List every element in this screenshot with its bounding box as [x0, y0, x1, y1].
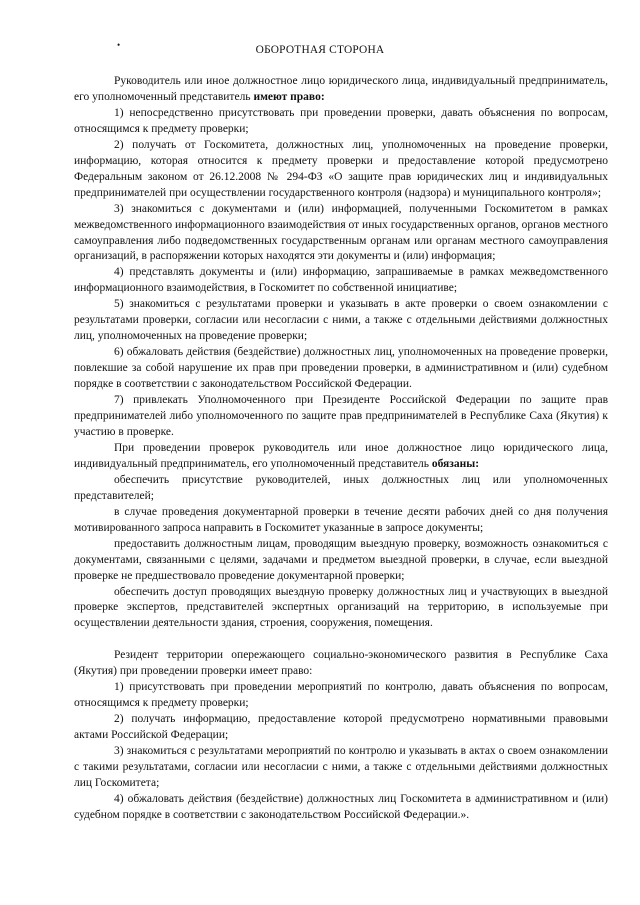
section1-item-6: 6) обжаловать действия (бездействие) должностных лиц, уполномоченных на проведение проверки, повлекшие за собой нарушение их прав при проведении проверки, в административном и (или) судебном порядке в соответствии с законодательством Российской Федерации.	[74, 346, 608, 391]
section2-item-1: обеспечить присутствие руководителей, иных должностных лиц или уполномоченных представителей;	[74, 473, 608, 502]
section1-item-7: 7) привлекать Уполномоченного при Президенте Российской Федерации по защите прав предпринимателей либо уполномоченного по защите прав предпринимателей в Республике Саха (Якутия) к участию в проверке.	[74, 394, 608, 438]
section1-intro: Руководитель или иное должностное лицо юридического лица, индивидуальный предприниматель, его уполномоченный представитель имеют право:	[74, 75, 608, 103]
section2-intro: При проведении проверок руководитель или иное должностное лицо юридического лица, индивидуальный предприниматель, его уполномоченный представитель обязаны:	[74, 441, 608, 470]
section3-item-3: 3) знакомиться с результатами мероприятий по контролю и указывать в актах о своем ознакомлении с такими результатами, согласии или несогласии с ними, а также с отдельными действиями должностных лиц Госкомитета;	[74, 745, 608, 789]
section1-item-2: 2) получать от Госкомитета, должностных лиц, уполномоченных на проведение проверки, информацию, которая относится к предмету проверки и предоставление которой предусмотрено Федеральным законом от 26.12.2008 № 294-ФЗ «О защите прав юридических лиц и индивидуальных предпринимателей при осуществлении государственного контроля (надзора) и муниципального контроля»;	[74, 138, 608, 199]
section1-item-1: 1) непосредственно присутствовать при проведении проверки, давать объяснения по вопросам, относящимся к предмету проверки;	[74, 106, 608, 135]
section3-item-1: 1) присутствовать при проведении мероприятий по контролю, давать объяснения по вопросам, относящимся к предмету проверки;	[74, 681, 608, 710]
section3-item-2: 2) получать информацию, предоставление которой предусмотрено нормативными правовыми актами Российской Федерации;	[74, 713, 608, 742]
section1-intro-bold: имеют право:	[253, 90, 325, 103]
page-title: ОБОРОТНАЯ СТОРОНА	[255, 44, 385, 56]
section2-intro-bold: обязаны:	[431, 457, 480, 470]
section3-item-4: 4) обжаловать действия (бездействие) должностных лиц Госкомитета в административном и (или) судебном порядке в соответствии с законодательством Российской Федерации.».	[74, 792, 608, 821]
section1-item-5: 5) знакомиться с результатами проверки и указывать в акте проверки о своем ознакомлении с результатами проверки, согласии или несогласии с ними, а также с отдельными действиями должностных лиц, уполномоченных на проведение проверки;	[74, 298, 608, 343]
section2-item-3: предоставить должностным лицам, проводящим выездную проверку, возможность ознакомиться с документами, связанными с целями, задачами и предметом выездной проверки, в случае, если выездной проверке не предшествовало проведение документарной проверки;	[74, 537, 608, 582]
section1-item-3: 3) знакомиться с документами и (или) информацией, полученными Госкомитетом в рамках межведомственного информационного взаимодействия от иных государственных органов, органов местного самоуправления либо подведомственных государственным органам или органам местного самоуправления организаций, в распоряжении которых находятся эти документы и (или) информация;	[74, 202, 608, 263]
section1-item-4: 4) представлять документы и (или) информацию, запрашиваемые в рамках межведомственного информационного взаимодействия, в Госкомитет по собственной инициативе;	[74, 266, 608, 295]
section2-item-4: обеспечить доступ проводящих выездную проверку должностных лиц и участвующих в выездной проверке экспертов, представителей экспертных организаций на территорию, в используемые при осуществлении деятельности здания, строения, сооружения, помещения.	[74, 585, 608, 630]
page-mark: •	[117, 40, 121, 50]
section2-item-2: в случае проведения документарной проверки в течение десяти рабочих дней со дня получения мотивированного запроса направить в Госкомитет указанные в запросе документы;	[74, 505, 608, 534]
document-body	[74, 74, 608, 824]
section3-intro: Резидент территории опережающего социально-экономического развития в Республике Саха (Якутия) при проведении проверки имеет право:	[74, 649, 608, 678]
